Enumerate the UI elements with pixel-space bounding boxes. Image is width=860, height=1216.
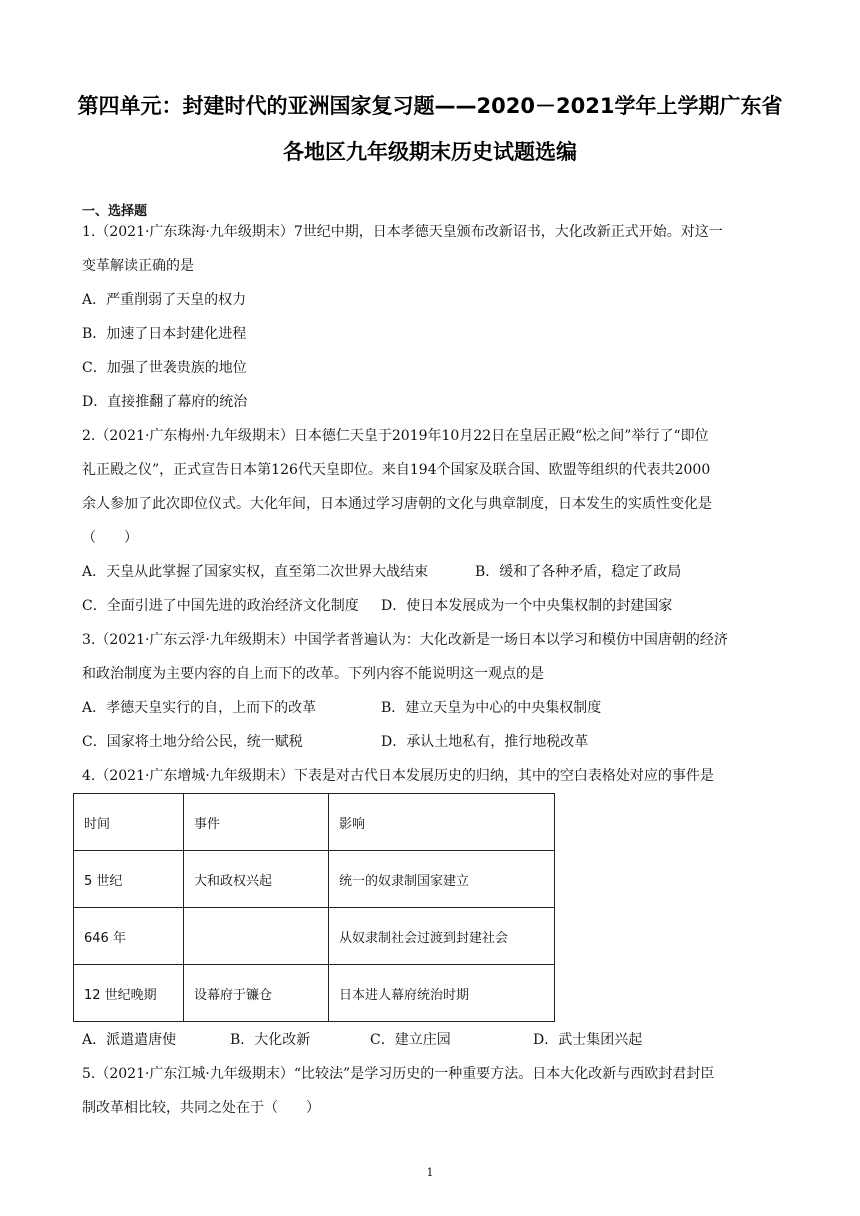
q3-option-a: A．孝德天皇实行的自，上而下的改革 (82, 700, 317, 716)
document-title-line-2: 各地区九年级期末历史试题选编 (283, 140, 577, 164)
table-cell: 12 世纪晚期 (74, 965, 184, 1022)
q2-option-c: C．全面引进了中国先进的政治经济文化制度 (82, 598, 359, 614)
q2-stem-line-2: 礼正殿之仪”，正式宣告日本第126代天皇即位。来自194个国家及联合国、欧盟等组织的代表共2000 (82, 462, 711, 478)
table-header-row (74, 794, 555, 851)
table-cell: 统一的奴隶制国家建立 (329, 851, 555, 908)
section-heading: 一、选择题 (82, 204, 148, 219)
table-header-cell: 事件 (184, 794, 329, 851)
q4-option-d: D．武士集团兴起 (533, 1032, 643, 1048)
q2-option-b: B．缓和了各种矛盾，稳定了政局 (475, 564, 682, 580)
q2-stem-line-1: 2.（2021·广东梅州·九年级期末）日本德仁天皇于2019年10月22日在皇居正殿“松之间”举行了“即位 (82, 428, 709, 444)
table-cell-blank (184, 908, 329, 965)
q1-option-c: C．加强了世袭贵族的地位 (82, 360, 247, 376)
table-row (74, 851, 555, 908)
q2-stem-line-4: （ ） (82, 530, 138, 546)
table-cell: 日本进人幕府统治时期 (329, 965, 555, 1022)
q3-stem-line-1: 3.（2021·广东云浮·九年级期末）中国学者普遍认为：大化改新是一场日本以学习和模仿中国唐朝的经济 (82, 632, 728, 648)
q4-option-b: B．大化改新 (230, 1032, 311, 1048)
q3-stem-line-2: 和政治制度为主要内容的自上而下的改革。下列内容不能说明这一观点的是 (82, 666, 544, 682)
q1-stem-line-1: 1.（2021·广东珠海·九年级期末）7世纪中期，日本孝德天皇颁布改新诏书，大化改新正式开始。对这一 (82, 224, 723, 240)
table-header-cell: 影响 (329, 794, 555, 851)
q2-option-a: A．天皇从此掌握了国家实权，直至第二次世界大战结束 (82, 564, 429, 580)
q4-stem-line-1: 4.（2021·广东增城·九年级期末）下表是对古代日本发展历史的归纳，其中的空白表格处对应的事件是 (82, 768, 714, 784)
table-row (74, 908, 555, 965)
q4-option-a: A．派遣遣唐使 (82, 1032, 177, 1048)
q3-option-d: D．承认土地私有，推行地税改革 (381, 734, 589, 750)
q3-option-c: C．国家将土地分给公民，统一赋税 (82, 734, 303, 750)
table-row (74, 965, 555, 1022)
history-table (73, 793, 555, 1022)
q3-option-b: B．建立天皇为中心的中央集权制度 (381, 700, 602, 716)
q1-option-d: D．直接推翻了幕府的统治 (82, 394, 248, 410)
table-cell: 5 世纪 (74, 851, 184, 908)
q2-option-d: D．使日本发展成为一个中央集权制的封建国家 (381, 598, 673, 614)
table-cell: 646 年 (74, 908, 184, 965)
table-header-cell: 时间 (74, 794, 184, 851)
table-cell: 从奴隶制社会过渡到封建社会 (329, 908, 555, 965)
q5-stem-line-1: 5.（2021·广东江城·九年级期末）“比较法”是学习历史的一种重要方法。日本大化改新与西欧封君封臣 (82, 1066, 715, 1082)
q2-stem-line-3: 余人参加了此次即位仪式。大化年间，日本通过学习唐朝的文化与典章制度，日本发生的实质性变化是 (82, 496, 712, 512)
page-number: 1 (426, 1166, 434, 1179)
table-cell: 大和政权兴起 (184, 851, 329, 908)
table-cell: 设幕府于镰仓 (184, 965, 329, 1022)
q1-option-b: B．加速了日本封建化进程 (82, 326, 247, 342)
q1-option-a: A．严重削弱了天皇的权力 (82, 292, 247, 308)
q4-option-c: C．建立庄园 (370, 1032, 451, 1048)
document-title-line-1: 第四单元：封建时代的亚洲国家复习题——2020－2021学年上学期广东省 (77, 94, 783, 118)
q1-stem-line-2: 变革解读正确的是 (82, 258, 194, 274)
q5-stem-line-2: 制改革相比较，共同之处在于（ ） (82, 1100, 320, 1116)
